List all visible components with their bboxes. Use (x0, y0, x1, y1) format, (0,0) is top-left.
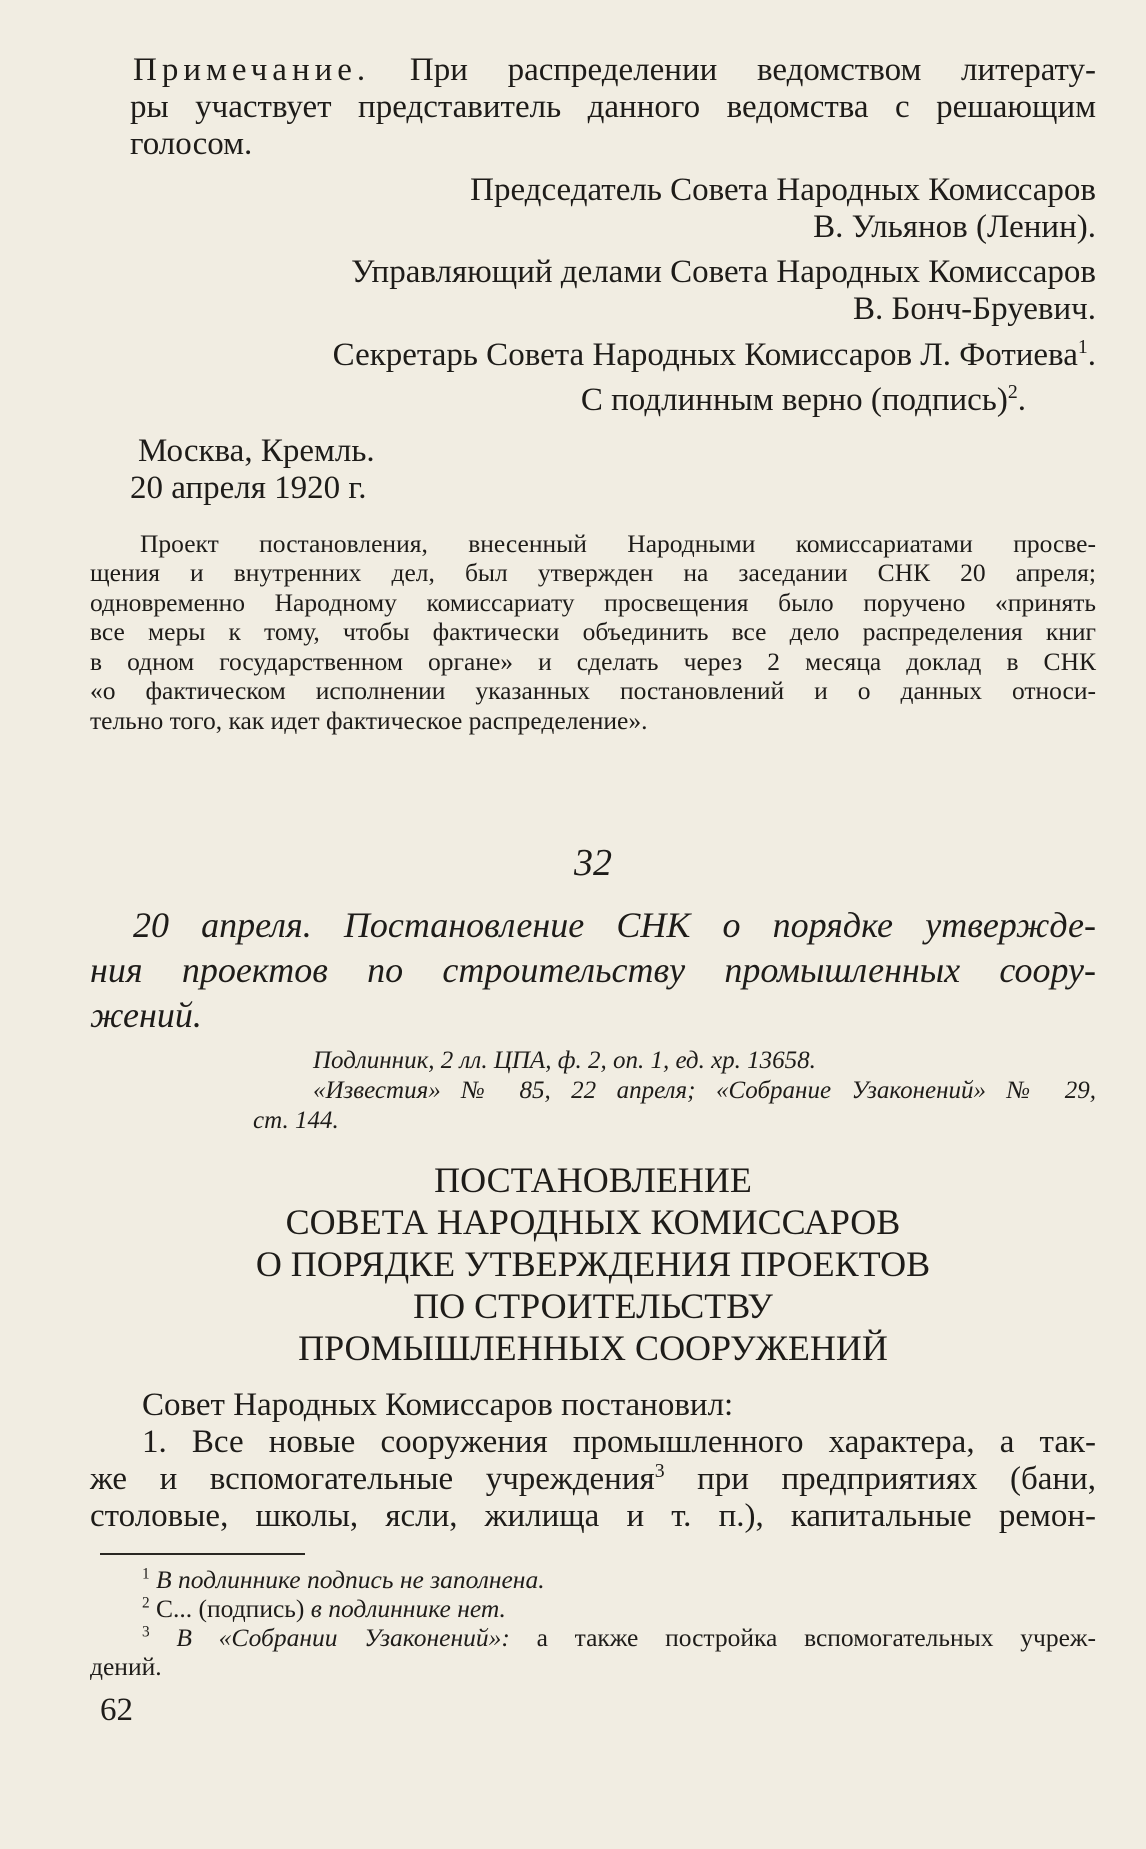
manager-title: Управляющий делами Совета Народных Комиссаров (351, 254, 1096, 290)
top-note-line-1 (130, 52, 1096, 89)
note-text: При распределении ведомством литерату- (409, 52, 1097, 88)
commentary-line-7: тельно того, как идет фактическое распределение». (90, 706, 648, 735)
footnote-2-number: 2 (142, 1594, 150, 1612)
manager-name: В. Бонч-Бруевич. (852, 291, 1096, 327)
doc-title-line-1: 20 апреля. Постановление СНК о порядке утвержде- (133, 905, 1096, 945)
secretary-text: Секретарь Совета Народных Комиссаров Л. Фотиева (332, 337, 1078, 373)
commentary-line-2: щения и внутренних дел, был утвержден на заседании СНК 20 апреля; (90, 558, 1096, 587)
source-line-1: Подлинник, 2 лл. ЦПА, ф. 2, оп. 1, ед. хр. 13658. (313, 1047, 816, 1074)
footnote-1-text: В подлиннике подпись не заполнена. (156, 1565, 545, 1594)
commentary-line-4: все меры к тому, чтобы фактически объединить все дело распределения книг (90, 617, 1096, 646)
commentary-line-3: одновременно Народному комиссариату просвещения было поручено «принять (90, 588, 1096, 617)
footnote-3-number: 3 (142, 1623, 150, 1641)
place: Москва, Кремль. (138, 433, 375, 469)
certified-end: . (1017, 382, 1026, 418)
top-note-line-3: голосом. (130, 126, 253, 162)
footnote-3-text-a: В «Собрании Узаконений»: (176, 1623, 510, 1652)
heading-line-3: О ПОРЯДКЕ УТВЕРЖДЕНИЯ ПРОЕКТОВ (255, 1244, 931, 1284)
footnote-ref-1: 1 (1077, 336, 1088, 358)
footnote-ref-3: 3 (654, 1460, 665, 1482)
decree-p1-line-2 (90, 1461, 1096, 1498)
footnote-1 (142, 1565, 1096, 1595)
footnote-3-text-b: а также постройка вспомогательных учреж- (536, 1623, 1097, 1652)
footnote-2-text-a: С... (подпись) (156, 1594, 305, 1623)
certified-line (130, 382, 1026, 419)
doc-title-line-3: жений. (90, 995, 202, 1035)
commentary-line-5: в одном государственном органе» и сделать через 2 месяца доклад в СНК (90, 647, 1096, 676)
decree-p1-text-a: же и вспомогательные учреждения (90, 1461, 655, 1497)
footnote-separator (100, 1553, 305, 1555)
heading-line-4: ПО СТРОИТЕЛЬСТВУ (413, 1286, 773, 1326)
footnote-2-text-b: в подлиннике нет. (310, 1594, 506, 1623)
chairman-title: Председатель Совета Народных Комиссаров (470, 172, 1096, 208)
page-number: 62 (100, 1692, 133, 1728)
decree-p1-line-1: 1. Все новые сооружения промышленного характера, а так- (142, 1424, 1096, 1460)
footnote-3 (142, 1623, 1096, 1653)
source-line-2: «Известия» № 85, 22 апреля; «Собрание Узаконений» № 29, (313, 1077, 1096, 1104)
document-number: 32 (574, 842, 612, 884)
chairman-name: В. Ульянов (Ленин). (813, 209, 1096, 245)
date: 20 апреля 1920 г. (130, 470, 367, 506)
decree-intro: Совет Народных Комиссаров постановил: (142, 1387, 734, 1423)
commentary-line-6: «о фактическом исполнении указанных постановлений и о данных относи- (90, 676, 1096, 705)
heading-line-1: ПОСТАНОВЛЕНИЕ (434, 1160, 752, 1200)
heading-line-5: ПРОМЫШЛЕННЫХ СООРУЖЕНИЙ (298, 1328, 888, 1368)
secretary-line (130, 337, 1096, 374)
secretary-end: . (1087, 337, 1096, 373)
decree-p1-text-b: при предприятиях (бани, (664, 1461, 1096, 1497)
top-note-line-2: ры участвует представитель данного ведомства с решающим (130, 89, 1096, 125)
footnote-2 (142, 1594, 1096, 1624)
footnote-1-number: 1 (142, 1565, 150, 1583)
note-label: Примечание. (133, 52, 371, 88)
footnote-3-line-2: дений. (90, 1652, 162, 1681)
heading-line-2: СОВЕТА НАРОДНЫХ КОМИССАРОВ (285, 1202, 901, 1242)
source-line-3: ст. 144. (253, 1107, 339, 1134)
commentary-line-1: Проект постановления, внесенный Народными комиссариатами просве- (140, 529, 1096, 558)
doc-title-line-2: ния проектов по строительству промышленных соору- (90, 950, 1096, 990)
decree-p1-line-3: столовые, школы, ясли, жилища и т. п.), капитальные ремон- (90, 1498, 1096, 1534)
footnote-ref-2: 2 (1007, 381, 1018, 403)
certified-text: С подлинным верно (подпись) (580, 382, 1008, 418)
